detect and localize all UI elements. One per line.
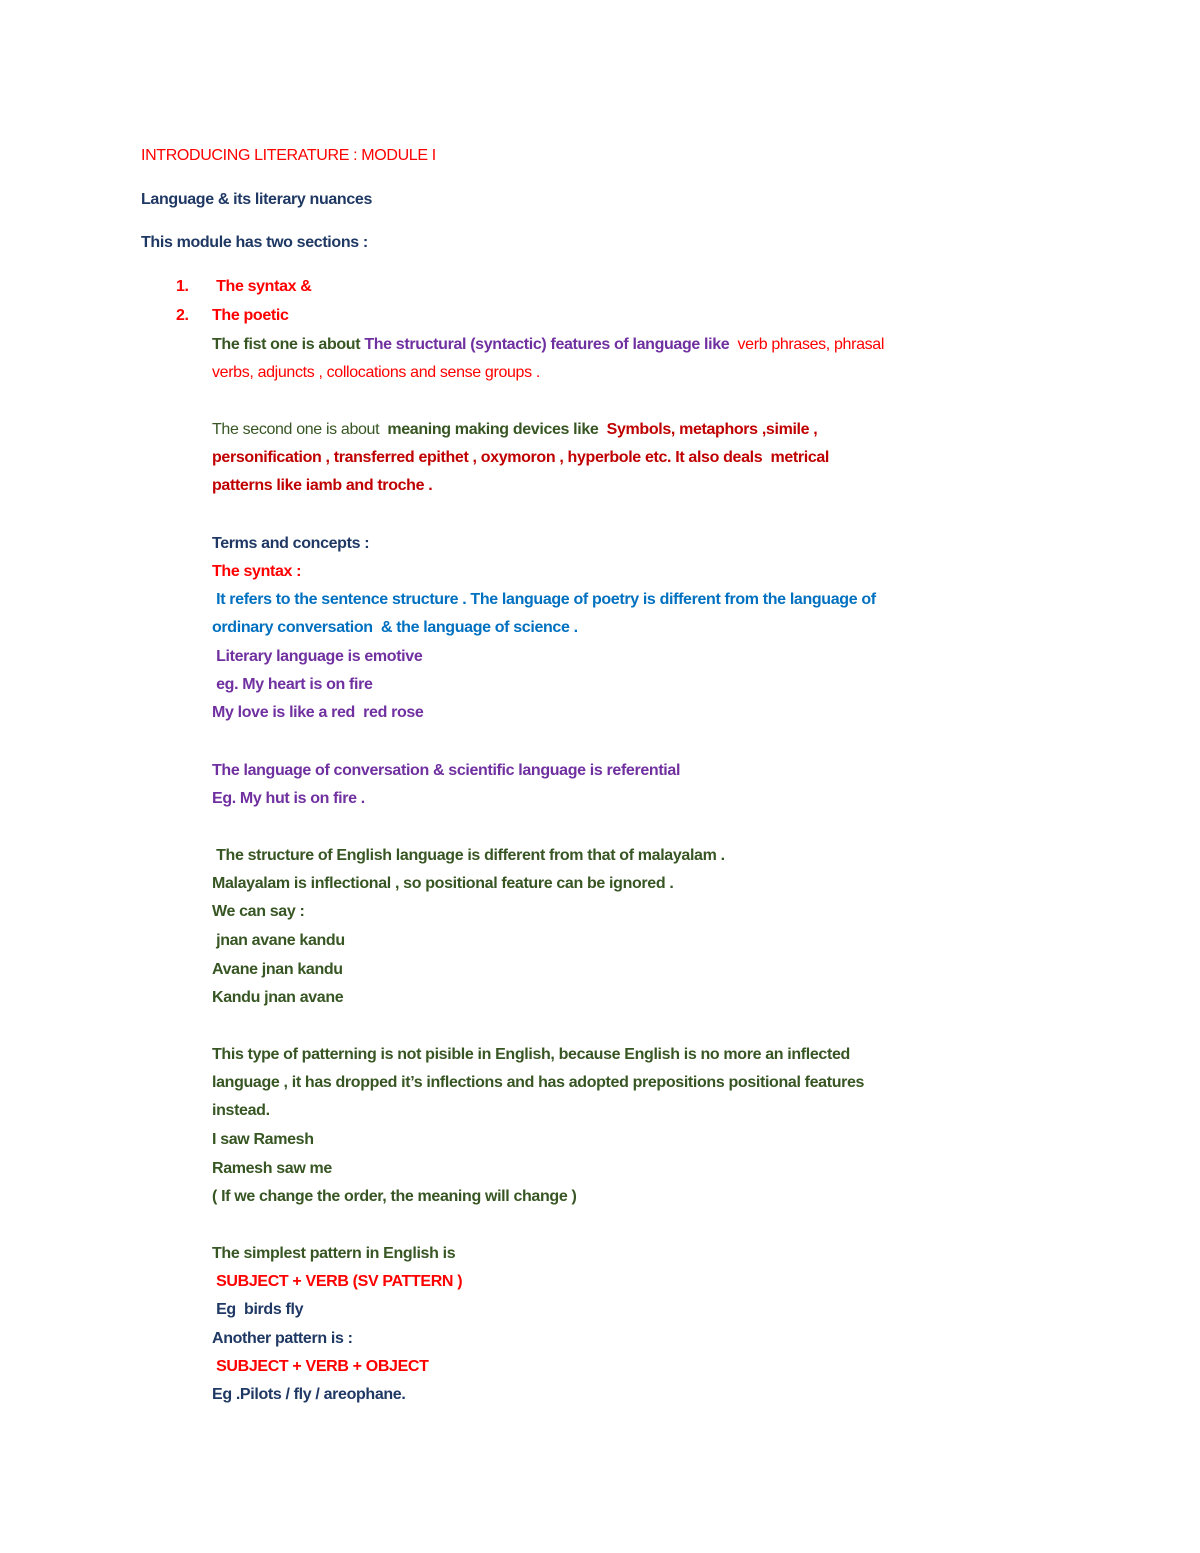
text-segment: Symbols, metaphors ,simile , <box>602 421 818 438</box>
text-line <box>212 844 725 868</box>
text-segment: patterns like iamb and troche . <box>212 477 433 494</box>
list-item <box>176 304 289 328</box>
text-line <box>212 1157 332 1181</box>
text-line <box>212 1128 314 1152</box>
text-line <box>212 560 301 584</box>
text-line <box>141 188 372 212</box>
text-segment: eg. My heart is on fire <box>212 676 373 693</box>
list-number: 1. <box>176 278 189 295</box>
text-segment: Another pattern is : <box>212 1330 353 1347</box>
text-segment: Kandu jnan avane <box>212 989 344 1006</box>
text-line <box>212 958 343 982</box>
text-line <box>212 645 422 669</box>
text-segment: Language & its literary nuances <box>141 191 373 208</box>
text-line <box>212 701 423 725</box>
text-segment: It refers to the sentence structure . The language of poetry is different from the language of <box>212 591 876 608</box>
text-line <box>212 1327 353 1351</box>
text-line <box>212 1270 462 1294</box>
text-segment: personification , transferred epithet , oxymoron , hyperbole etc. It also deals metrical <box>212 449 830 466</box>
text-segment: SUBJECT + VERB (SV PATTERN ) <box>212 1273 463 1290</box>
text-line <box>212 1185 576 1209</box>
text-line <box>212 1298 303 1322</box>
text-segment: meaning making devices like <box>383 421 603 438</box>
text-line <box>212 986 343 1010</box>
text-segment: Ramesh saw me <box>212 1160 332 1177</box>
text-line <box>212 1383 405 1407</box>
text-segment: Literary language is emotive <box>212 648 423 665</box>
text-segment: verbs, adjuncts , collocations and sense groups . <box>212 364 540 381</box>
text-segment: SUBJECT + VERB + OBJECT <box>212 1358 429 1375</box>
text-segment: Eg .Pilots / fly / areophane. <box>212 1386 406 1403</box>
text-segment: This type of patterning is not pisible in English, because English is no more an inflected <box>212 1046 850 1063</box>
text-line <box>212 532 369 556</box>
text-line <box>212 333 884 357</box>
text-segment: Terms and concepts : <box>212 535 370 552</box>
text-segment: The fist one is about <box>212 336 365 353</box>
text-segment: I saw Ramesh <box>212 1131 314 1148</box>
text-segment: The syntax & <box>212 278 312 295</box>
text-line <box>212 900 304 924</box>
text-segment: INTRODUCING LITERATURE : MODULE I <box>141 147 436 164</box>
text-line <box>212 1242 455 1266</box>
text-segment: language , it has dropped it’s inflections and has adopted prepositions positional features <box>212 1074 865 1091</box>
text-segment: Eg birds fly <box>212 1301 304 1318</box>
text-segment: My love is like a red red rose <box>212 704 424 721</box>
text-segment: verb phrases, phrasal <box>733 336 885 353</box>
text-line <box>141 231 368 255</box>
text-segment: The structure of English language is different from that of malayalam . <box>212 847 725 864</box>
text-line <box>212 361 540 385</box>
text-line <box>212 787 365 811</box>
list-number: 2. <box>176 307 189 324</box>
text-line <box>212 872 673 896</box>
text-line <box>212 1355 429 1379</box>
text-line <box>212 1043 850 1067</box>
text-line <box>212 759 680 783</box>
text-line <box>212 673 373 697</box>
text-segment: We can say : <box>212 903 305 920</box>
text-segment: The simplest pattern in English is <box>212 1245 456 1262</box>
text-segment: This module has two sections : <box>141 234 368 251</box>
text-line <box>212 418 817 442</box>
text-line <box>212 588 876 612</box>
text-segment: Eg. My hut is on fire . <box>212 790 365 807</box>
text-line <box>212 616 578 640</box>
text-segment: The second one is about <box>212 421 384 438</box>
text-segment: jnan avane kandu <box>212 932 345 949</box>
text-segment: ordinary conversation & the language of science . <box>212 619 578 636</box>
text-segment: Malayalam is inflectional , so positional feature can be ignored . <box>212 875 674 892</box>
text-line <box>212 929 345 953</box>
text-line <box>212 446 829 470</box>
text-line <box>212 474 432 498</box>
text-segment: The structural (syntactic) features of language like <box>364 336 734 353</box>
text-segment: instead. <box>212 1102 270 1119</box>
text-segment: ( If we change the order, the meaning will change ) <box>212 1188 577 1205</box>
text-segment: The poetic <box>212 307 289 324</box>
list-item <box>176 275 311 299</box>
text-segment: Avane jnan kandu <box>212 961 343 978</box>
text-segment: The syntax : <box>212 563 302 580</box>
text-line <box>212 1099 270 1123</box>
document-title <box>141 144 436 168</box>
text-line <box>212 1071 864 1095</box>
text-segment: The language of conversation & scientific language is referential <box>212 762 681 779</box>
